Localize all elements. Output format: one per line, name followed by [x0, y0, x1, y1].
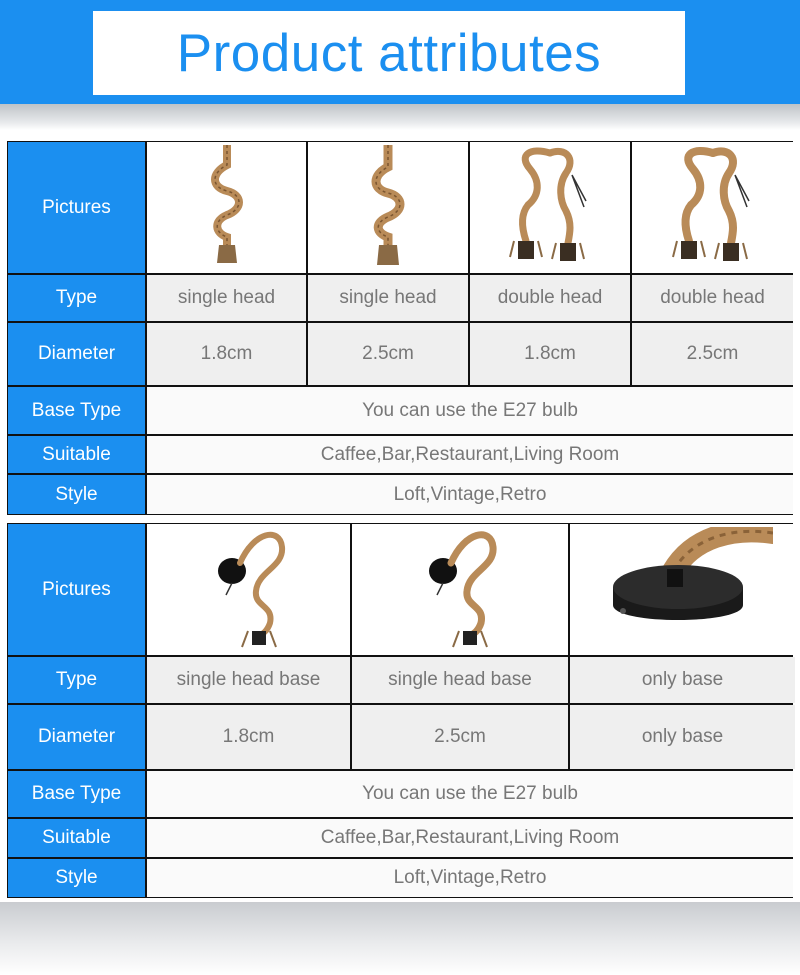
row-label-suitable: Suitable: [8, 436, 145, 473]
diameter-row: [7, 323, 793, 385]
row-label-pictures: Pictures: [8, 142, 145, 273]
style-row: [7, 859, 793, 897]
double-rope-pendant-icon: [663, 145, 763, 271]
diameter-value: 2.5cm: [352, 705, 568, 769]
product-image: [352, 524, 568, 655]
suitable-value: Caffee,Bar,Restaurant,Living Room: [147, 819, 793, 857]
type-value: single head: [308, 275, 468, 321]
style-value: Loft,Vintage,Retro: [147, 475, 793, 514]
diameter-value: 2.5cm: [632, 323, 793, 385]
suitable-row: [7, 436, 793, 473]
rope-pendant-with-base-icon: [415, 527, 505, 653]
diameter-value: 1.8cm: [470, 323, 630, 385]
type-value: single head: [147, 275, 306, 321]
product-image: [147, 142, 306, 273]
rope-pendant-with-base-icon: [204, 527, 294, 653]
base-type-value: You can use the E27 bulb: [147, 771, 793, 817]
type-value: single head base: [147, 657, 350, 703]
diameter-value: 1.8cm: [147, 323, 306, 385]
header-banner: [0, 0, 800, 104]
base-type-row: [7, 387, 793, 434]
product-image: [470, 142, 630, 273]
type-row: [7, 275, 793, 321]
row-label-type: Type: [8, 657, 145, 703]
page-title: Product attributes: [176, 23, 602, 83]
row-label-type: Type: [8, 275, 145, 321]
style-row: [7, 475, 793, 514]
type-value: double head: [470, 275, 630, 321]
double-rope-pendant-icon: [500, 145, 600, 271]
row-label-pictures: Pictures: [8, 524, 145, 655]
type-value: double head: [632, 275, 793, 321]
type-value: only base: [570, 657, 795, 703]
ceiling-base-icon: [593, 527, 773, 653]
diameter-row: [7, 705, 795, 769]
base-type-value: You can use the E27 bulb: [147, 387, 793, 434]
row-label-diameter: Diameter: [8, 323, 145, 385]
suitable-row: [7, 819, 793, 857]
diameter-value: 1.8cm: [147, 705, 350, 769]
spec-table-1: [7, 141, 793, 515]
single-rope-knot-pendant-icon: [368, 145, 408, 271]
base-type-row: [7, 771, 793, 817]
row-label-style: Style: [8, 475, 145, 514]
title-box: [93, 11, 685, 95]
pictures-row: [7, 142, 793, 273]
diameter-value: only base: [570, 705, 795, 769]
product-image: [570, 524, 795, 655]
style-value: Loft,Vintage,Retro: [147, 859, 793, 897]
product-image: [308, 142, 468, 273]
product-image: [632, 142, 793, 273]
type-value: single head base: [352, 657, 568, 703]
type-row: [7, 657, 795, 703]
row-label-diameter: Diameter: [8, 705, 145, 769]
single-rope-knot-pendant-icon: [207, 145, 247, 271]
row-label-suitable: Suitable: [8, 819, 145, 857]
spec-table-2: [7, 523, 793, 898]
row-label-style: Style: [8, 859, 145, 897]
diameter-value: 2.5cm: [308, 323, 468, 385]
banner-shadow: [0, 104, 800, 130]
row-label-base-type: Base Type: [8, 387, 145, 434]
suitable-value: Caffee,Bar,Restaurant,Living Room: [147, 436, 793, 473]
product-image: [147, 524, 350, 655]
row-label-base-type: Base Type: [8, 771, 145, 817]
pictures-row: [7, 524, 795, 655]
footer-band: [0, 902, 800, 975]
